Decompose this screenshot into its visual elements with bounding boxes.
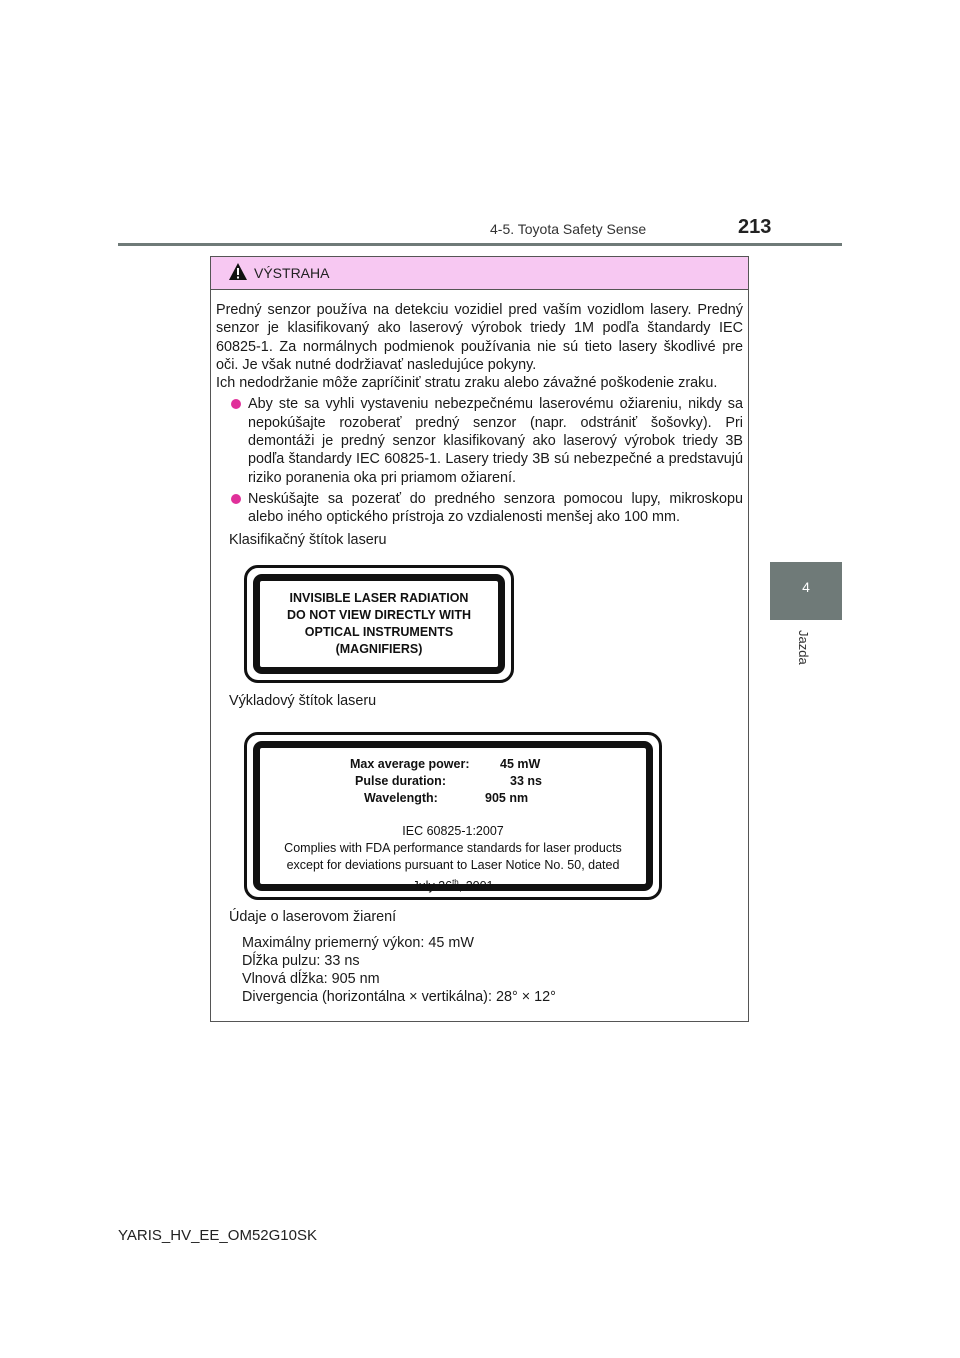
chapter-tab[interactable] <box>770 562 842 620</box>
section-title: 4-5. Toyota Safety Sense <box>490 221 647 237</box>
spec-name: Wavelength: <box>364 791 438 805</box>
laser-data-list <box>242 934 556 1006</box>
compliance-date <box>260 874 646 895</box>
chapter-label: Jazda <box>796 630 811 665</box>
page-number: 213 <box>738 216 772 238</box>
explanatory-caption: Výkladový štítok laseru <box>229 693 377 709</box>
explanatory-label-frame <box>253 741 653 894</box>
label-line: INVISIBLE LASER RADIATION <box>289 591 469 605</box>
warning-consequence: Ich nedodržanie môže zapríčiniť stratu zraku alebo závažné poškodenie zraku. <box>216 375 718 392</box>
list-item <box>222 395 743 486</box>
label-line: (MAGNIFIERS) <box>335 642 423 656</box>
compliance-line: except for deviations pursuant to Laser Notice No. 50, dated <box>286 858 620 872</box>
label-line: DO NOT VIEW DIRECTLY WITH <box>286 608 472 622</box>
classification-label-frame <box>253 574 505 674</box>
bullet-icon <box>231 399 241 409</box>
bullet-icon <box>231 494 241 504</box>
classification-label <box>244 565 514 683</box>
header-divider <box>118 243 842 246</box>
date-suffix: , 2001 <box>458 879 494 894</box>
data-line: Vlnová dĺžka: 905 nm <box>242 971 380 987</box>
document-code: YARIS_HV_EE_OM52G10SK <box>118 1227 317 1244</box>
date-prefix: July 26 <box>412 879 453 894</box>
warning-box <box>210 256 749 1022</box>
spec-value: 33 ns <box>510 774 542 788</box>
warning-body <box>211 290 748 549</box>
standard-line: IEC 60825-1:2007 <box>402 824 504 838</box>
data-line: Divergencia (horizontálna × vertikálna): 28° × 12° <box>242 989 556 1005</box>
data-line: Dĺžka pulzu: 33 ns <box>242 953 360 969</box>
spec-name: Max average power: <box>350 757 470 771</box>
spec-name: Pulse duration: <box>355 774 446 788</box>
data-line: Maximálny priemerný výkon: 45 mW <box>242 935 474 951</box>
warning-intro: Predný senzor používa na detekciu vozidiel pred vaším vozidlom lasery. Predný senzor je klasifikovaný ako laserový výrobok triedy 1M podľa štandardy IEC 60825-1. Za normálnych podmienok používania nie sú tieto lasery škodlivé pre oči. Je však nutné dodržiavať nasledujúce pokyny. <box>216 302 743 373</box>
spec-value: 45 mW <box>500 757 541 771</box>
bullet-text: Neskúšajte sa pozerať do predného senzora pomocou lupy, mikroskopu alebo iného optického prístroja zo vzdialenosti menšej ako 100 mm. <box>248 490 743 526</box>
bullet-text: Aby ste sa vyhli vystaveniu nebezpečnému laserovému ožiareniu, nikdy sa nepokúšajte rozoberať predný senzor (napr. odstrániť šošovky). Pri demontáži je predný senzor klasifikovaný ako laserový výrobok triedy 3B podľa štandardy IEC 60825-1. Lasery triedy 3B sú nebezpečné a predstavujú riziko poranenia oka pri priamom ožiarení. <box>248 396 743 486</box>
label-line: OPTICAL INSTRUMENTS <box>304 625 454 639</box>
warning-triangle-icon <box>228 262 248 281</box>
spec-value: 905 nm <box>485 791 529 805</box>
date-superscript: th <box>452 878 459 887</box>
warning-title: VÝSTRAHA <box>254 265 330 281</box>
compliance-line: Complies with FDA performance standards for laser products <box>284 841 622 855</box>
warning-header <box>211 257 748 290</box>
explanatory-label <box>244 732 662 900</box>
list-item <box>222 490 743 527</box>
chapter-number: 4 <box>802 579 810 595</box>
classification-caption: Klasifikačný štítok laseru <box>229 531 387 548</box>
data-caption: Údaje o laserovom žiarení <box>229 909 397 925</box>
